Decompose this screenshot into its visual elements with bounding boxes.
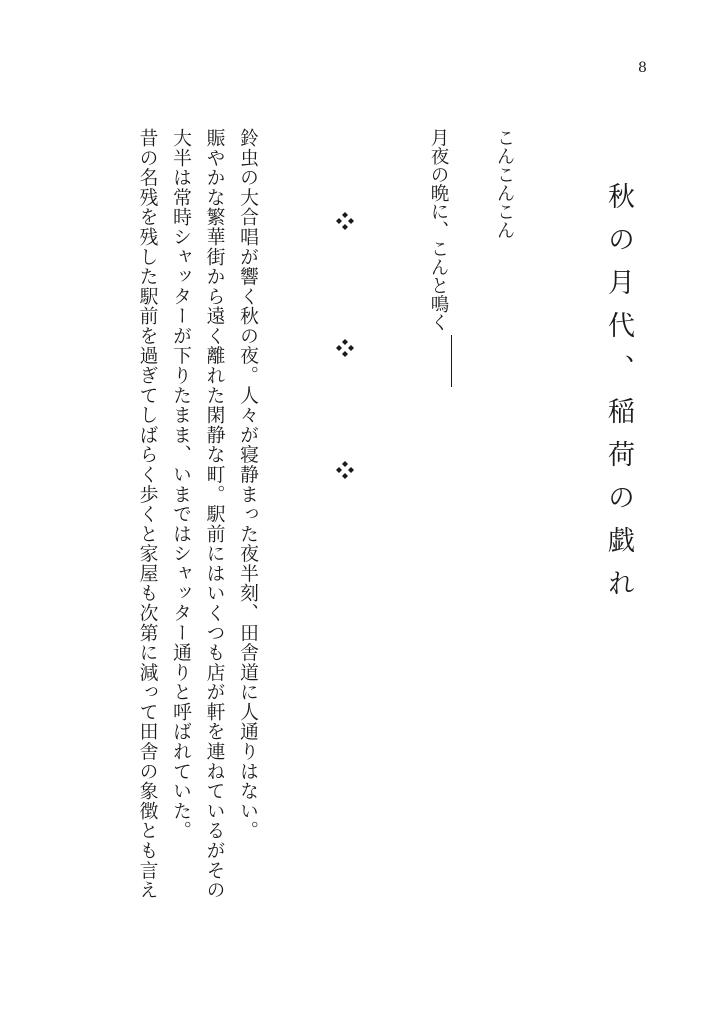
chapter-title: 秋の月代、稲荷の戯れ <box>603 182 634 612</box>
section-ornament-icon <box>334 210 356 232</box>
body-line: 鈴虫の大合唱が響く秋の夜。人々が寝静まった夜半刻、田舎道に人通りはない。 <box>237 128 258 841</box>
body-line: 賑やかな繁華街から遠く離れた閑静な町。駅前にはいくつも店が軒を連ねているがその <box>203 128 225 900</box>
page-number: 8 <box>638 60 647 76</box>
epigraph-line-2 <box>424 128 452 387</box>
epigraph-line-1: こんこんこん <box>494 128 515 239</box>
section-ornament-icon <box>334 337 356 359</box>
body-line: 昔の名残を残した駅前を過ぎてしばらく歩くと家屋も次第に減って田舎の象徴とも言え <box>136 128 158 900</box>
epigraph-line-2-text: 月夜の晩に、こんと鳴く <box>428 128 449 332</box>
section-ornament-icon <box>334 459 356 481</box>
body-text <box>132 128 264 968</box>
em-dash-icon <box>451 335 452 387</box>
body-line: 大半は常時シャッターが下りたまま、いまではシャッター通りと呼ばれていた。 <box>170 128 191 841</box>
